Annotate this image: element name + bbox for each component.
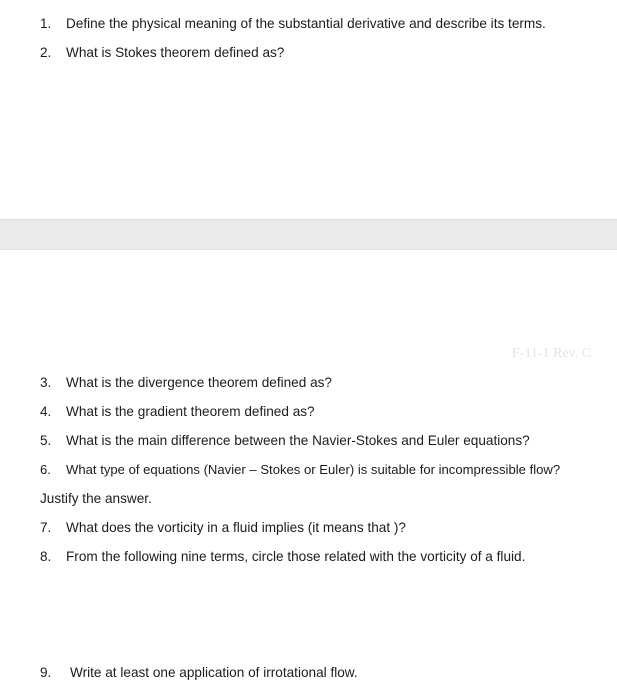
question-text: What does the vorticity in a fluid implies (it means that )?	[66, 520, 406, 535]
question-number: 6.	[40, 462, 51, 477]
question-number: 5.	[40, 433, 52, 448]
question-6-continuation	[40, 490, 152, 507]
page-break-band	[0, 219, 617, 250]
question-number: 7.	[40, 520, 52, 535]
question-1	[40, 15, 546, 32]
question-9	[40, 664, 358, 681]
question-2	[40, 44, 284, 61]
question-number: 8.	[40, 549, 52, 564]
question-5	[40, 432, 530, 449]
question-text: From the following nine terms, circle those related with the vorticity of a fluid.	[66, 549, 526, 564]
faint-footer-mark: F-11-1 Rev. C	[512, 346, 592, 361]
question-text: What is the divergence theorem defined as?	[66, 375, 332, 390]
question-number: 9.	[40, 665, 52, 680]
question-text: What is the gradient theorem defined as?	[66, 404, 315, 419]
question-number: 2.	[40, 45, 52, 60]
question-text: Justify the answer.	[40, 491, 152, 506]
question-text: What is Stokes theorem defined as?	[66, 45, 285, 60]
question-6	[40, 461, 560, 478]
question-4	[40, 403, 315, 420]
question-3	[40, 374, 332, 391]
question-number: 1.	[40, 16, 52, 31]
question-text: Write at least one application of irrotational flow.	[70, 665, 358, 680]
question-text: What type of equations (Navier – Stokes or Euler) is suitable for incompressible flow?	[66, 462, 561, 477]
question-text: Define the physical meaning of the substantial derivative and describe its terms.	[66, 16, 546, 31]
question-number: 3.	[40, 375, 52, 390]
question-text: What is the main difference between the Navier-Stokes and Euler equations?	[66, 433, 530, 448]
question-7	[40, 519, 406, 536]
question-number: 4.	[40, 404, 52, 419]
question-8	[40, 548, 525, 565]
